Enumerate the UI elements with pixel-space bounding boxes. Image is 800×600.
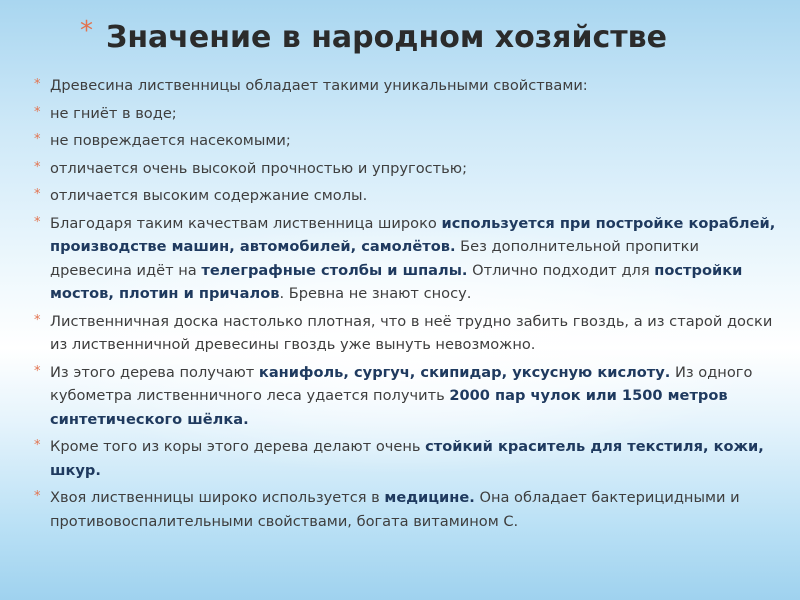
bullet-text: Хвоя лиственницы широко используется в: [50, 489, 385, 506]
bullet-star-icon: *: [34, 187, 41, 202]
bullet-text: Без дополнительной пропитки древесина идёт на: [50, 238, 699, 279]
bullet-text-bold: постройки мостов, плотин и причалов: [50, 261, 743, 302]
bullet-item: [34, 74, 780, 98]
bullet-star-icon: *: [34, 438, 41, 453]
bullet-star-icon: *: [34, 489, 41, 504]
bullet-item: [34, 102, 780, 126]
bullet-item: [34, 435, 780, 482]
bullet-text: Древесина лиственницы обладает такими уникальными свойствами:: [50, 77, 588, 94]
bullet-text: не повреждается насекомыми;: [50, 132, 291, 149]
bullet-star-icon: *: [34, 159, 41, 175]
bullet-text-bold: 2000 пар чулок или 1500 метров синтетического шёлка.: [50, 387, 728, 428]
bullet-text: . Бревна не знают сносу.: [279, 285, 472, 302]
bullet-item: [34, 310, 780, 357]
bullet-text-bold: используется при постройке кораблей, производстве машин, автомобилей, самолётов.: [50, 214, 776, 255]
bullet-item: [34, 184, 780, 208]
bullet-text-bold: медицине.: [384, 489, 475, 506]
slide-title: Значение в народном хозяйстве: [106, 20, 667, 55]
bullet-text: отличается очень высокой прочностью и упругостью;: [50, 159, 467, 177]
bullet-text: Кроме того из коры этого дерева делают очень: [50, 438, 426, 455]
bullet-text: Из одного кубометра лиственничного леса удается получить: [50, 363, 753, 404]
bullet-star-icon: *: [34, 312, 41, 328]
bullet-star-icon: *: [34, 132, 41, 147]
bullet-text: Благодаря таким качествам лиственница широко: [50, 214, 442, 232]
bullet-text: Из этого дерева получают: [50, 363, 259, 381]
bullet-list: [34, 74, 780, 537]
bullet-text: Лиственничная доска настолько плотная, что в неё трудно забить гвоздь, а из старой доски из лиственничной древесины гвоздь уже вынуть невозможно.: [50, 312, 773, 353]
bullet-item: [34, 157, 780, 181]
bullet-item: [34, 129, 780, 153]
title-bullet-star-icon: *: [80, 16, 93, 46]
bullet-text-bold: стойкий краситель для текстиля, кожи, шкур.: [50, 438, 764, 479]
bullet-star-icon: *: [34, 104, 41, 120]
bullet-text: отличается высоким содержание смолы.: [50, 187, 368, 204]
bullet-text: Отлично подходит для: [467, 261, 655, 279]
bullet-item: [34, 486, 780, 533]
bullet-text-bold: телеграфные столбы и шпалы.: [201, 261, 468, 279]
bullet-star-icon: *: [34, 77, 41, 92]
bullet-text: Она обладает бактерицидными и противовоспалительными свойствами, богата витамином С.: [50, 489, 740, 530]
bullet-item: [34, 212, 780, 306]
bullet-item: [34, 361, 780, 432]
bullet-text-bold: канифоль, сургуч, скипидар, уксусную кислоту.: [258, 363, 671, 381]
bullet-text: не гниёт в воде;: [50, 104, 177, 122]
bullet-star-icon: *: [34, 214, 41, 230]
bullet-star-icon: *: [34, 363, 41, 379]
